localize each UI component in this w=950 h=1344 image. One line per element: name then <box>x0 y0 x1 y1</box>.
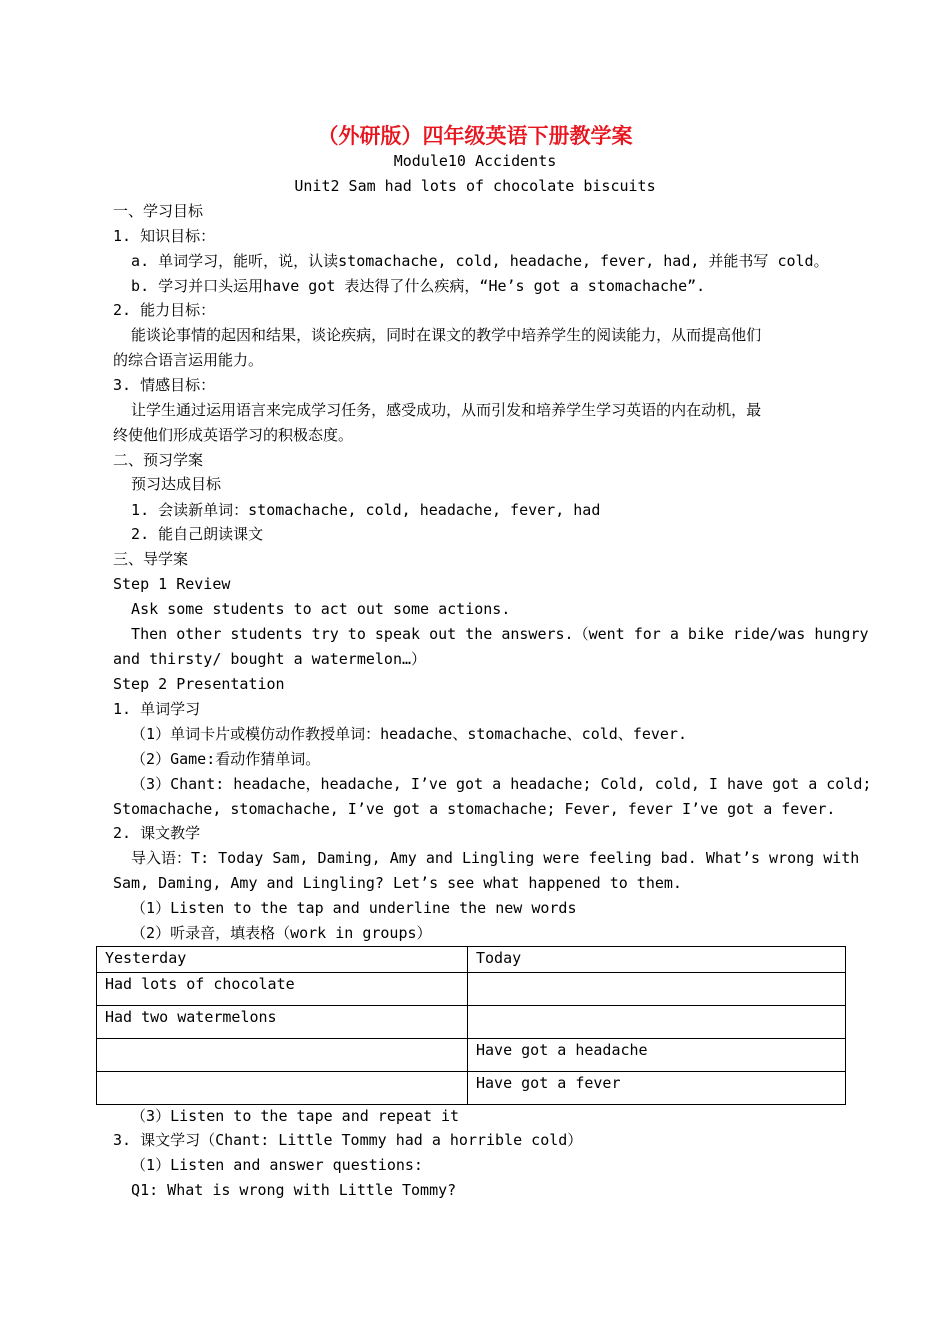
table-cell <box>97 1072 468 1105</box>
text-line: 2. 课文教学 <box>113 824 201 842</box>
text-line: 让学生通过运用语言来完成学习任务，感受成功，从而引发和培养学生学习英语的内在动机，最 <box>113 401 762 419</box>
text-line: （3）Chant: headache，headache, I’ve got a headache; Cold, cold, I have got a cold; <box>113 775 872 793</box>
table-cell: Have got a fever <box>468 1072 846 1105</box>
text-line: （1）单词卡片或模仿动作教授单词：headache、stomachache、cold、fever. <box>113 725 687 743</box>
table-cell <box>468 1006 846 1039</box>
worksheet-table <box>96 946 846 1105</box>
unit-title: Unit2 Sam had lots of chocolate biscuits <box>294 177 656 195</box>
text-line: Step 2 Presentation <box>113 675 285 693</box>
text-line: Sam, Daming, Amy and Lingling? Let’s see what happened to them. <box>113 874 682 892</box>
section-heading: 二、预习学案 <box>113 451 204 469</box>
text-line: 1. 知识目标： <box>113 227 216 245</box>
text-line: （1）Listen to the tap and underline the new words <box>113 899 577 917</box>
table-cell <box>97 1039 468 1072</box>
text-line: Stomachache, stomachache, I’ve got a stomachache; Fever, fever I’ve got a fever. <box>113 800 836 818</box>
text-line: 预习达成目标 <box>113 475 222 493</box>
table-row <box>97 1006 846 1039</box>
text-line: 3. 情感目标： <box>113 376 216 394</box>
text-line: Step 1 Review <box>113 575 231 593</box>
text-line: 导入语：T: Today Sam, Daming, Amy and Lingling were feeling bad. What’s wrong with <box>113 849 860 867</box>
text-line: 终使他们形成英语学习的积极态度。 <box>113 426 354 444</box>
table-cell: Have got a headache <box>468 1039 846 1072</box>
text-line: （2）听录音，填表格（work in groups） <box>113 924 432 942</box>
page-title: （外研版）四年级英语下册教学案 <box>317 123 633 148</box>
table-row <box>97 1072 846 1105</box>
table-cell: Had lots of chocolate <box>97 973 468 1006</box>
text-line: Ask some students to act out some actions. <box>113 600 511 618</box>
text-line: 1. 会读新单词：stomachache, cold, headache, fever, had <box>113 501 601 519</box>
text-line: （1）Listen and answer questions: <box>113 1156 423 1174</box>
text-line: 1. 单词学习 <box>113 700 201 718</box>
text-line: （2）Game:看动作猜单词。 <box>113 750 321 768</box>
text-line: 能谈论事情的起因和结果，谈论疾病，同时在课文的教学中培养学生的阅读能力，从而提高他们 <box>113 326 762 344</box>
table-row <box>97 1039 846 1072</box>
section-heading: 一、学习目标 <box>113 202 204 220</box>
text-line: 2. 能自己朗读课文 <box>113 525 264 543</box>
text-line: and thirsty/ bought a watermelon…） <box>113 650 427 668</box>
section-heading: 三、导学案 <box>113 550 189 568</box>
text-line: 3. 课文学习（Chant: Little Tommy had a horrible cold） <box>113 1131 583 1149</box>
text-line: b. 学习并口头运用have got 表达得了什么疾病，“He’s got a stomachache”. <box>113 277 706 295</box>
text-line: 2. 能力目标： <box>113 301 216 319</box>
table-cell <box>468 973 846 1006</box>
module-title: Module10 Accidents <box>393 152 557 170</box>
table-row <box>97 973 846 1006</box>
text-line: Then other students try to speak out the answers.（went for a bike ride/was hungry <box>113 625 869 643</box>
text-line: 的综合语言运用能力。 <box>113 351 264 369</box>
table-header-cell: Today <box>468 947 846 973</box>
text-line: Q1: What is wrong with Little Tommy? <box>113 1181 457 1199</box>
table-header-row <box>97 947 846 973</box>
table-header-cell: Yesterday <box>97 947 468 973</box>
text-line: （3）Listen to the tape and repeat it <box>113 1107 460 1125</box>
table-cell: Had two watermelons <box>97 1006 468 1039</box>
text-line: a. 单词学习，能听，说，认读stomachache, cold, headache, fever, had, 并能书写 cold。 <box>113 252 829 270</box>
